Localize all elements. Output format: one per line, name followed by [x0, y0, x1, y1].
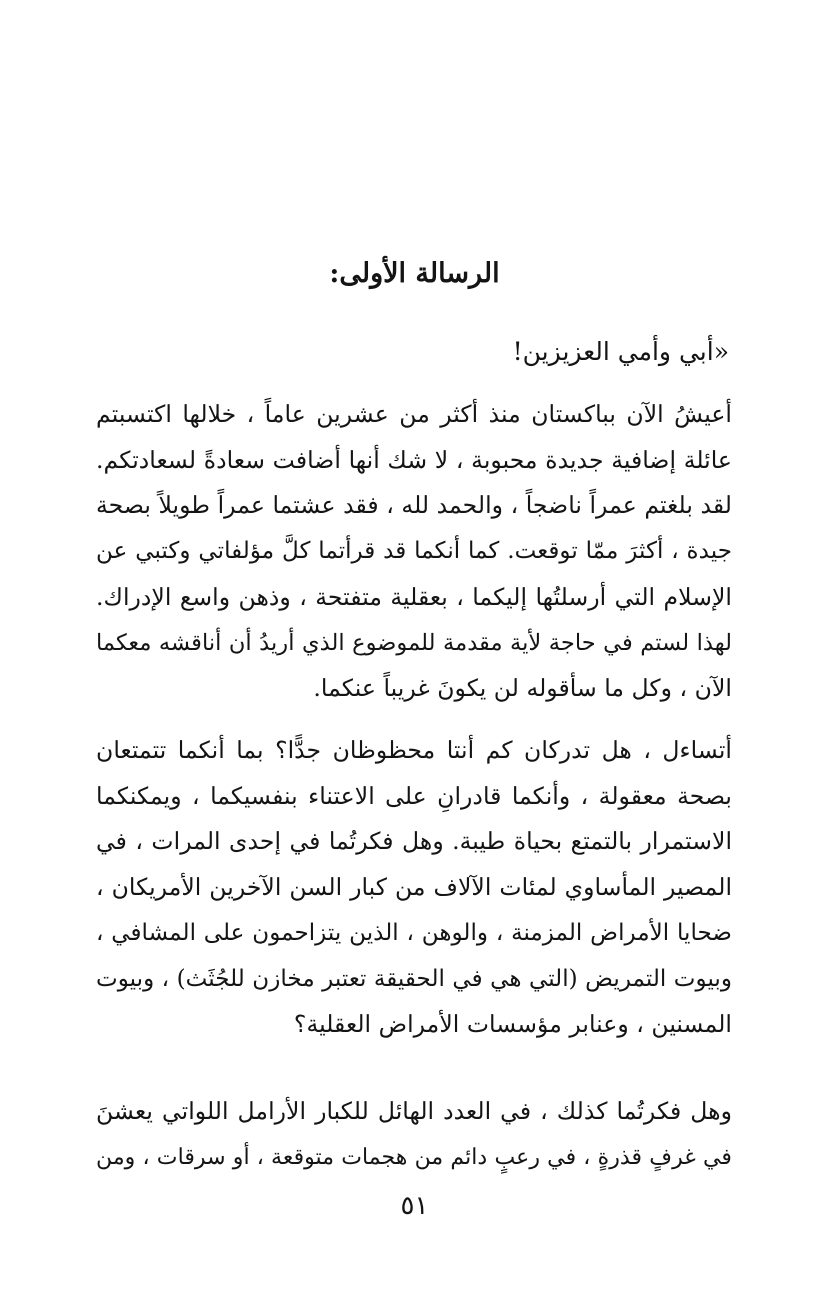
- text-line: أعيشُ الآن بباكستان منذ أكثر من عشرين عاماً ، خلالها اكتسبتم: [96, 400, 732, 428]
- text-line: الاستمرار بالتمتع بحياة طيبة. وهل فكرتُما في إحدى المرات ، في: [96, 827, 732, 856]
- paragraph-3: [96, 1089, 732, 1180]
- text-line: المسنين ، وعنابر مؤسسات الأمراض العقلية؟: [293, 1010, 732, 1039]
- page-number: ٥١: [400, 1191, 429, 1221]
- text-line: ضحايا الأمراض المزمنة ، والوهن ، الذين يتزاحمون على المشافي ،: [96, 919, 732, 946]
- text-line: بصحة معقولة ، وأنكما قادرانِ على الاعتناء بنفسيكما ، ويمكنكما: [96, 781, 732, 810]
- text-line: لهذا لستم في حاجة لأية مقدمة للموضوع الذي أريدُ أن أناقشه معكما: [96, 629, 732, 656]
- text-line: أتساءل ، هل تدركان كم أنتا محظوظان جدًّا؟ بما أنكما تتمتعان: [96, 736, 732, 764]
- letter-heading: الرسالة الأولى:: [329, 258, 500, 289]
- text-line: لقد بلغتم عمراً ناضجاً ، والحمد لله ، فقد عشتما عمراً طويلاً بصحة: [96, 491, 732, 520]
- text-line: وبيوت التمريض (التي هي في الحقيقة تعتبر مخازن للجُثَث) ، وبيوت: [96, 965, 732, 992]
- text-line: الإسلام التي أرسلتُها إليكما ، بعقلية متفتحة ، وذهن واسع الإدراك.: [96, 582, 732, 611]
- text-line: عائلة إضافية جديدة محبوبة ، لا شك أنها أضافت سعادةً لسعادتكم.: [96, 445, 732, 474]
- text-line: في غرفٍ قذرةٍ ، في رعبٍ دائم من هجمات متوقعة ، أو سرقات ، ومن: [96, 1143, 732, 1170]
- paragraph-2: [96, 728, 732, 1048]
- text-line: الآن ، وكل ما سأقوله لن يكونَ غريباً عنكما.: [313, 674, 732, 703]
- text-line: المصير المأساوي لمئات الآلاف من كبار السن الآخرين الأمريكان ،: [96, 873, 732, 902]
- salutation: «أبي وأمي العزيزين!: [512, 337, 729, 366]
- text-line: وهل فكرتُما كذلك ، في العدد الهائل للكبار الأرامل اللواتي يعشنَ: [96, 1097, 732, 1125]
- text-line: جيدة ، أكثرَ ممّا توقعت. كما أنكما قد قرأتما كلَّ مؤلفاتي وكتبي عن: [96, 538, 732, 565]
- paragraph-1: [96, 392, 732, 712]
